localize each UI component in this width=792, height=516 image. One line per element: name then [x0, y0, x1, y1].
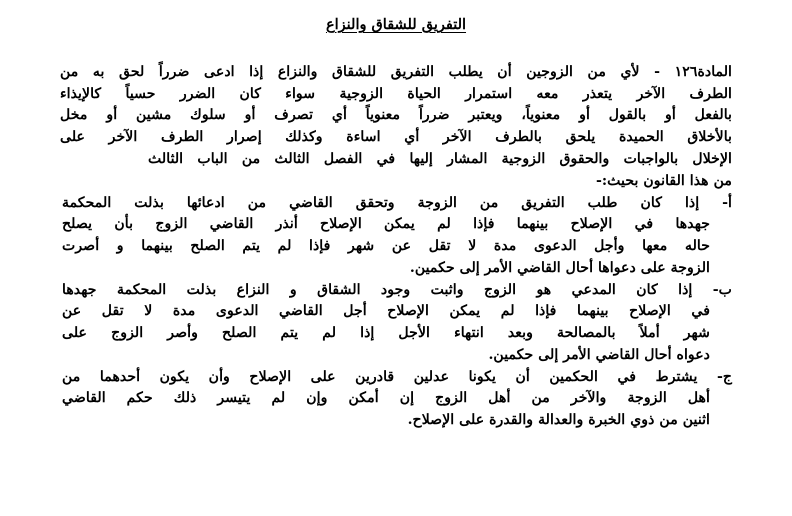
clause-line: ج- يشترط في الحكمين أن يكونا عدلين قادرين على الإصلاح وأن يكون أحدهما من — [62, 369, 732, 385]
clause-line: أ- إذا كان طلب التفريق من الزوجة وتحقق القاضي من ادعائها بذلت المحكمة — [62, 195, 732, 211]
article-line: بالفعل أو بالقول أو معنوياً، ويعتبر ضرراً معنوياً أي تصرف أو سلوك مشين أو مخل — [60, 107, 732, 123]
article-line: الطرف الآخر يتعذر معه استمرار الحياة الزوجية سواء كان الضرر حسياً كالإيذاء — [60, 86, 732, 102]
article-line: بالأخلاق الحميدة يلحق بالطرف الآخر أي اساءة وكذلك إصرار الطرف الآخر على — [60, 129, 732, 145]
article-line: من هذا القانون بحيث:- — [596, 173, 732, 189]
clause-line: جهدها في الإصلاح بينهما فإذا لم يمكن الإصلاح أنذر القاضي الزوج بأن يصلح — [62, 216, 710, 232]
clause-line: ب- إذا كان المدعي هو الزوج واثبت وجود الشقاق و النزاع بذلت المحكمة جهدها — [62, 282, 732, 298]
clause-line: الزوجة على دعواها أحال القاضي الأمر إلى حكمين. — [409, 260, 710, 276]
article-line: الإخلال بالواجبات والحقوق الزوجية المشار إليها في الفصل الثالث من الباب الثالث — [148, 151, 732, 167]
clause-line: حاله معها وأجل الدعوى مدة لا تقل عن شهر فإذا لم يتم الصلح بينهما و أصرت — [62, 238, 710, 254]
clause-line: في الإصلاح بينهما فإذا لم يمكن الإصلاح أجل القاضي الدعوى مدة لا تقل عن — [62, 303, 710, 319]
clause-line: أهل الزوجة والآخر من أهل الزوج إن أمكن وإن لم يتيسر ذلك حكم القاضي — [62, 390, 710, 406]
clause-line: دعواه أحال القاضي الأمر إلى حكمين. — [488, 347, 710, 363]
article-line: المادة١٢٦ - لأي من الزوجين أن يطلب التفريق للشقاق والنزاع إذا ادعى ضرراً لحق به من — [60, 64, 732, 80]
document-title: التفريق للشقاق والنزاع — [325, 16, 467, 33]
clause-line: اثنين من ذوي الخبرة والعدالة والقدرة على الإصلاح. — [407, 412, 710, 428]
clause-line: شهر أملاً بالمصالحة وبعد انتهاء الأجل إذا لم يتم الصلح وأصر الزوج على — [62, 325, 710, 341]
